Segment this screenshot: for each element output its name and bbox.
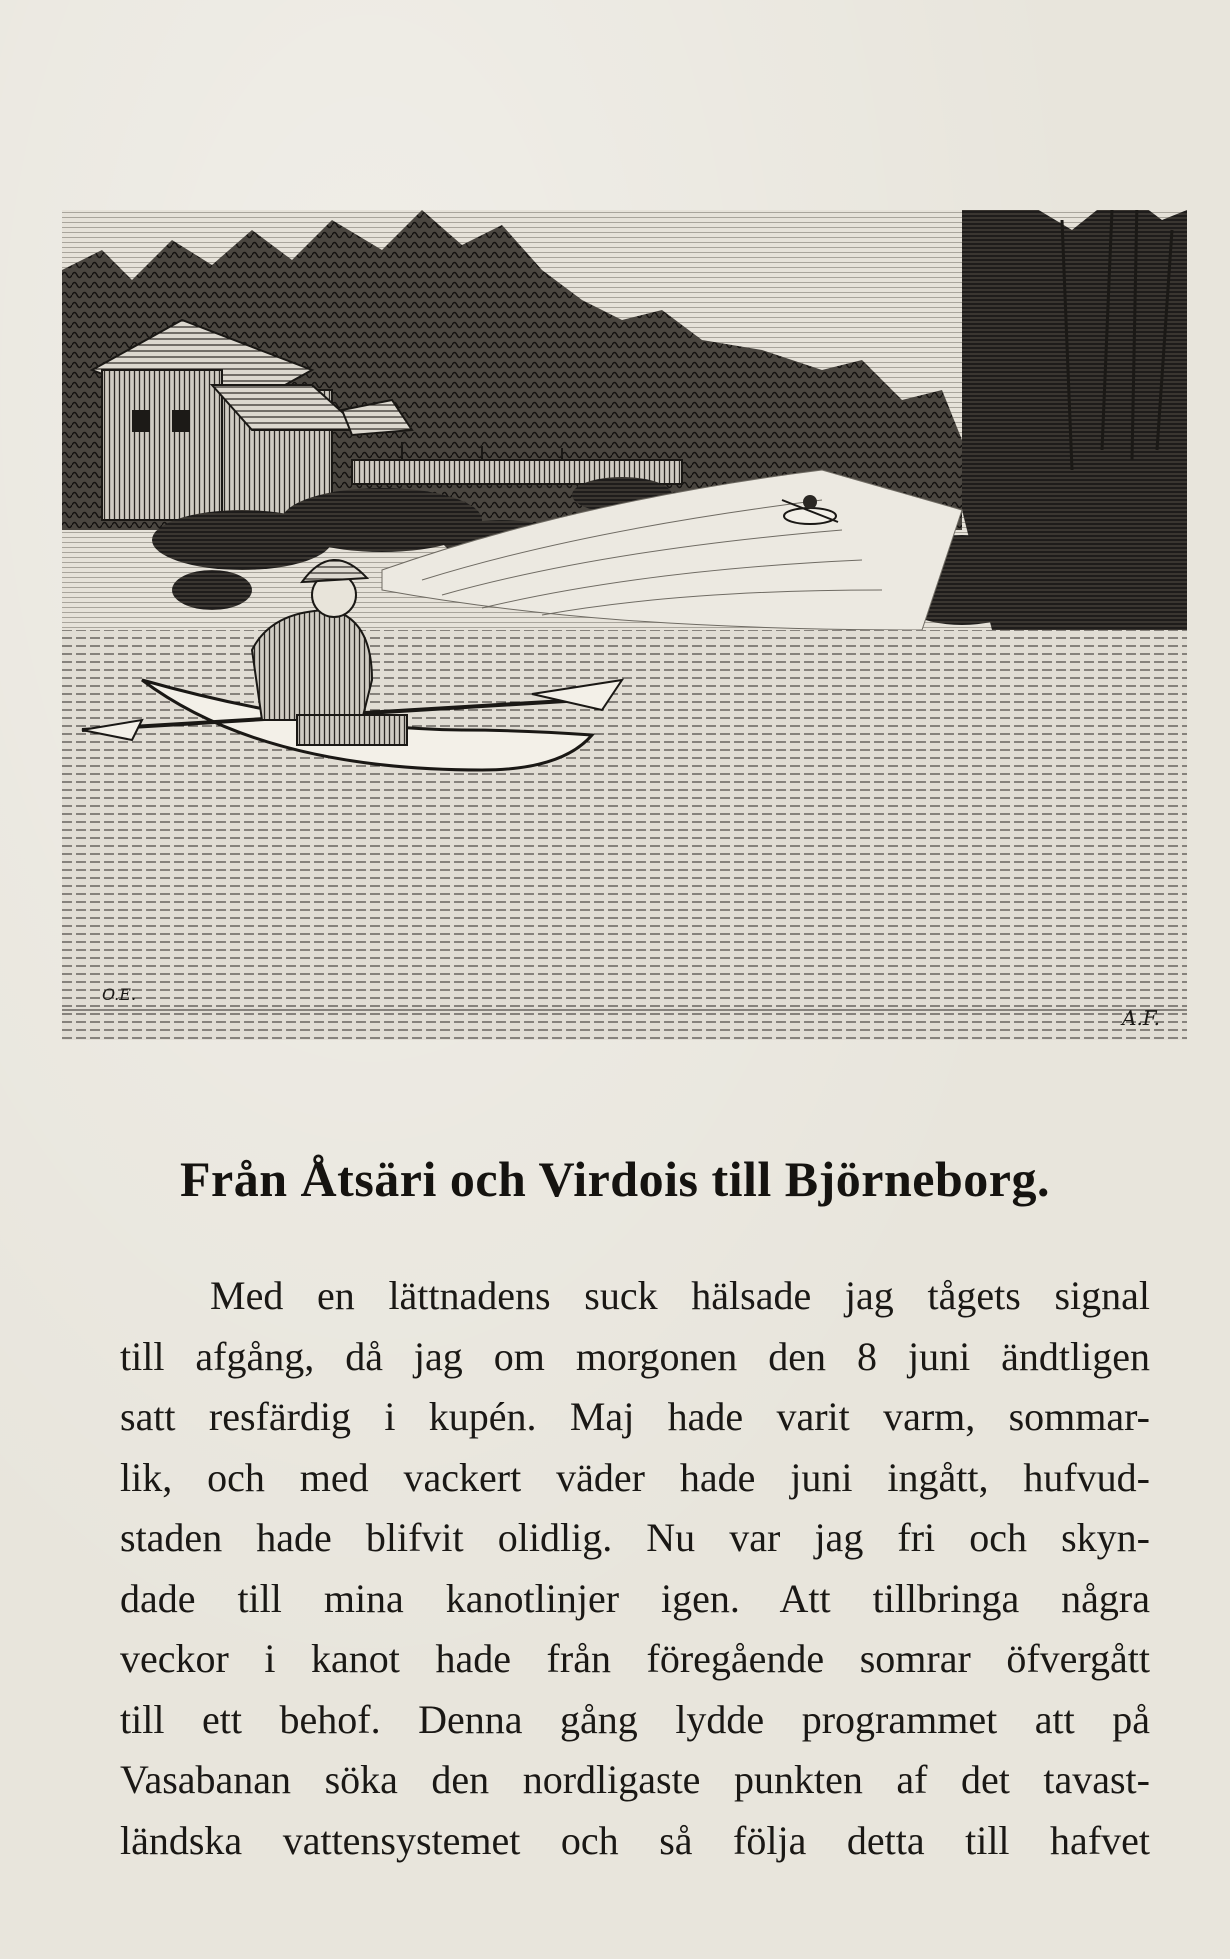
text-line: Vasabanan söka den nordligaste punkten af det tavast- (120, 1757, 1150, 1802)
text-line: Med en lättnadens suck hälsade jag tågets signal (210, 1273, 1150, 1318)
text-line: till ett behof. Denna gång lydde programmet att på (120, 1696, 1150, 1742)
engraving-illustration (62, 210, 1187, 1040)
river-water (62, 630, 1187, 1040)
text-line: staden hade blifvit olidlig. Nu var jag fri och skyn- (120, 1515, 1150, 1560)
text-line: lik, och med vackert väder hade juni ingått, hufvud- (120, 1454, 1150, 1500)
text-line: dade till mina kanotlinjer igen. Att tillbringa några (120, 1575, 1150, 1621)
text-line: till afgång, då jag om morgonen den 8 juni ändtligen (120, 1333, 1150, 1379)
engraving-svg (62, 210, 1187, 1040)
signature-right: A.F. (1122, 1006, 1160, 1030)
body-paragraph (120, 1266, 1150, 1871)
text-line: satt resfärdig i kupén. Maj hade varit varm, sommar- (120, 1394, 1150, 1439)
text-line: ländska vattensystemet och så följa detta till hafvet (120, 1817, 1150, 1863)
text-line: veckor i kanot hade från föregående somrar öfvergått (120, 1636, 1150, 1681)
chapter-title: Från Åtsäri och Virdois till Björneborg. (180, 1151, 1050, 1207)
signature-left: O.E. (102, 985, 137, 1004)
